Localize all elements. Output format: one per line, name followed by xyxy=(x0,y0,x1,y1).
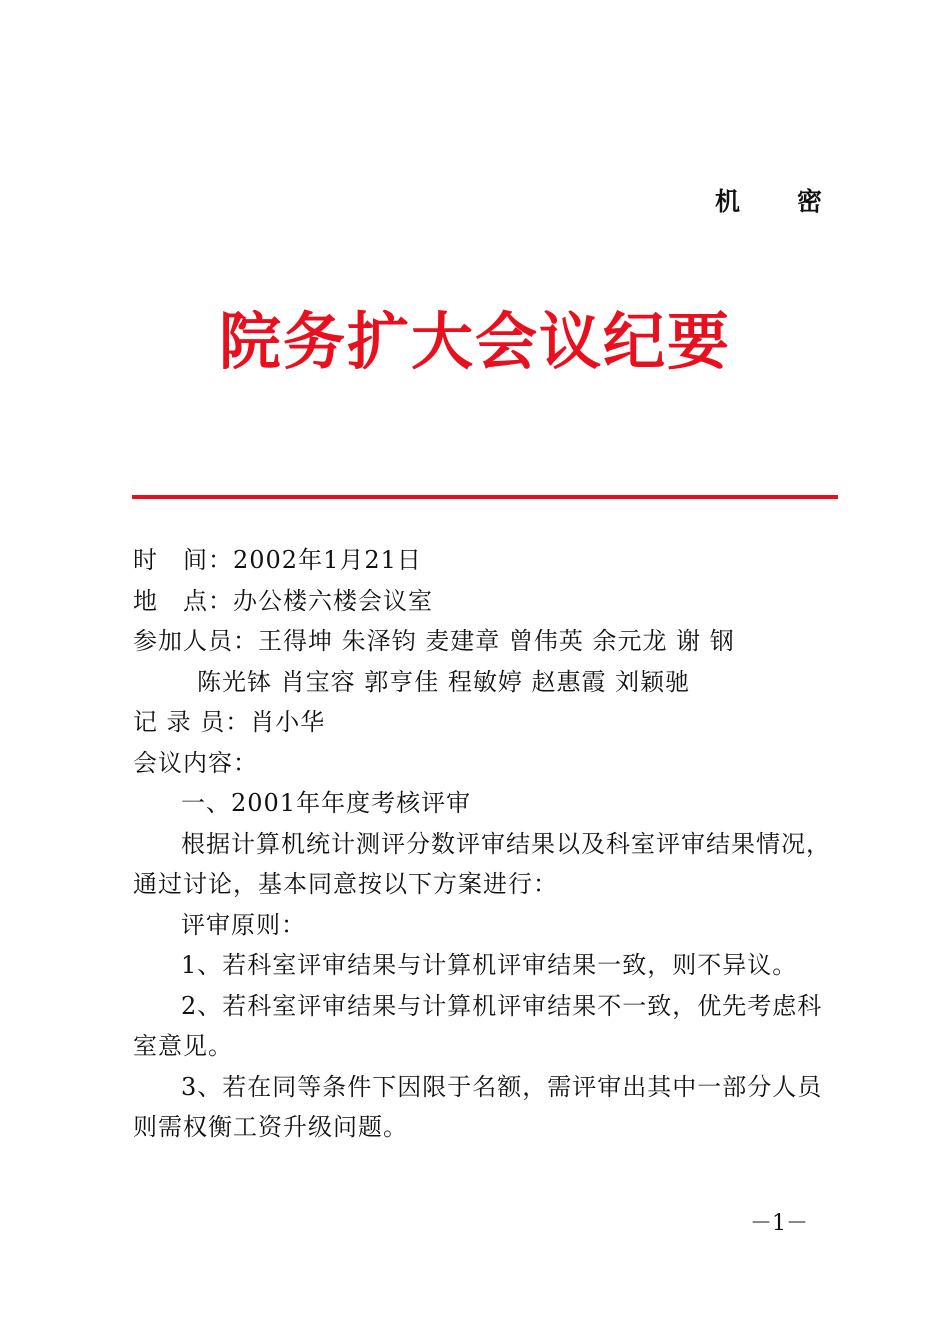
recorder: 记 录 员：肖小华 xyxy=(133,708,326,736)
principle-item-2-line-1: 2、若科室评审结果与计算机评审结果不一致，优先考虑科 xyxy=(181,991,823,1020)
principle-item-1: 1、若科室评审结果与计算机评审结果一致，则不异议。 xyxy=(181,951,798,979)
attendees-line-2: 陈光钵 肖宝容 郭亨佳 程敏婷 赵惠霞 刘颖驰 xyxy=(197,667,691,696)
page-number: －1－ xyxy=(750,1211,808,1236)
paragraph-1-line-1: 根据计算机统计测评分数评审结果以及科室评审结果情况， xyxy=(181,829,831,858)
section-1-heading: 一、2001年年度考核评审 xyxy=(181,789,472,817)
principle-item-3-line-1: 3、若在同等条件下因限于名额，需评审出其中一部分人员 xyxy=(181,1072,823,1101)
title-divider xyxy=(132,495,838,499)
meeting-time: 时 间：2002年1月21日 xyxy=(133,546,422,574)
content-label: 会议内容： xyxy=(133,748,258,777)
attendees-line-1: 参加人员：王得坤 朱泽钧 麦建章 曾伟英 余元龙 谢 钢 xyxy=(133,627,735,655)
principle-item-3-line-2: 则需权衡工资升级问题。 xyxy=(133,1113,408,1141)
paragraph-1-line-2: 通过讨论，基本同意按以下方案进行： xyxy=(133,870,558,898)
principle-item-2-line-2: 室意见。 xyxy=(133,1032,233,1060)
document-body xyxy=(133,540,838,1148)
document-title: 院务扩大会议纪要 xyxy=(218,305,731,378)
principles-label: 评审原则： xyxy=(181,910,306,939)
meeting-place: 地 点：办公楼六楼会议室 xyxy=(133,586,433,615)
classification-label: 机 密 xyxy=(714,187,838,216)
